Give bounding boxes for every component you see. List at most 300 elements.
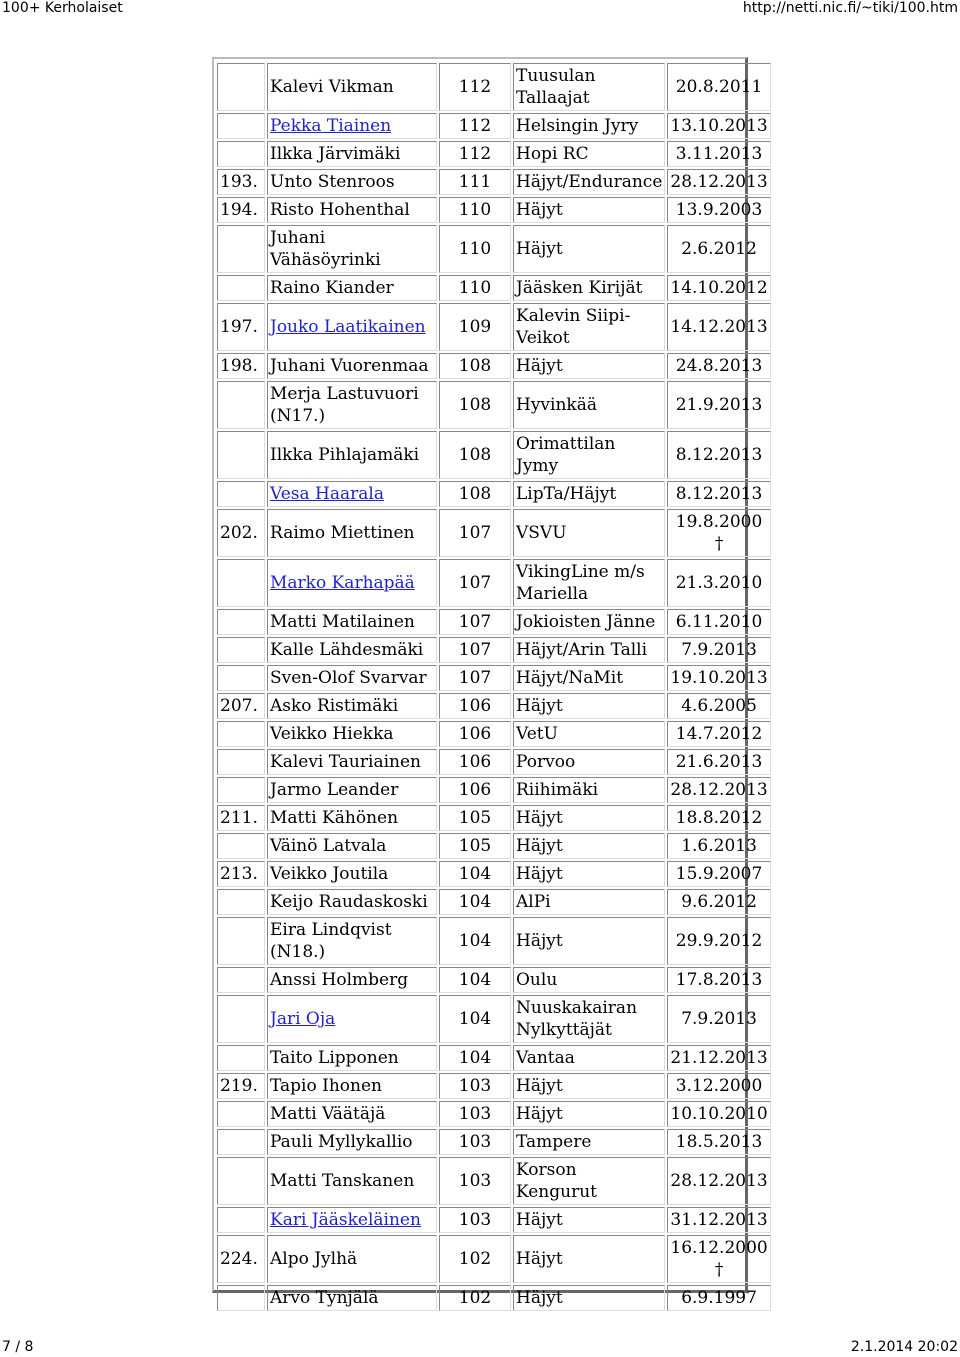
date-cell-text: 21.3.2010 <box>675 573 763 593</box>
name-cell-text: Pauli Myllykallio <box>270 1132 413 1152</box>
name-cell <box>267 481 437 507</box>
club-cell <box>513 721 665 747</box>
name-cell <box>267 917 437 965</box>
club-cell-text: Hyvinkää <box>516 395 597 415</box>
club-cell-text: Häjyt <box>516 1288 563 1308</box>
name-cell-text: Tapio Ihonen <box>270 1076 382 1096</box>
date-cell <box>667 609 770 635</box>
date-cell <box>667 431 770 479</box>
date-cell-text: 24.8.2013 <box>675 356 763 376</box>
name-cell <box>267 805 437 831</box>
count-cell <box>439 559 511 607</box>
club-cell <box>513 559 665 607</box>
name-cell-link[interactable]: Vesa Haarala <box>270 484 384 504</box>
rank-cell-text: 202. <box>220 523 258 543</box>
date-cell-text: 1.6.2013 <box>681 836 757 856</box>
club-cell-text: Jääsken Kirijät <box>516 278 643 298</box>
club-cell-text: Häjyt <box>516 1210 563 1230</box>
date-cell-text: 2.6.2012 <box>681 239 757 259</box>
name-cell <box>267 63 437 111</box>
name-cell <box>267 141 437 167</box>
name-cell <box>267 749 437 775</box>
date-cell <box>667 1101 770 1127</box>
club-cell-text: Häjyt/Arin Talli <box>516 640 648 660</box>
date-cell-text: 21.6.2013 <box>675 752 763 772</box>
name-cell-text: Kalevi Vikman <box>270 77 394 97</box>
club-cell <box>513 303 665 351</box>
date-cell <box>667 63 770 111</box>
name-cell <box>267 225 437 273</box>
club-cell <box>513 917 665 965</box>
count-cell <box>439 917 511 965</box>
rank-cell <box>217 1285 265 1311</box>
club-cell <box>513 431 665 479</box>
name-cell-text: Raino Kiander <box>270 278 394 298</box>
rank-cell <box>217 833 265 859</box>
table-row <box>217 889 771 915</box>
club-cell-text: Häjyt <box>516 836 563 856</box>
count-cell-text: 104 <box>458 1009 492 1029</box>
count-cell <box>439 967 511 993</box>
club-cell-text: Häjyt <box>516 200 563 220</box>
club-cell <box>513 1207 665 1233</box>
count-cell-text: 112 <box>458 144 492 164</box>
date-cell <box>667 225 770 273</box>
date-cell-text: 14.7.2012 <box>675 724 763 744</box>
club-cell <box>513 1157 665 1205</box>
club-cell <box>513 509 665 557</box>
name-cell <box>267 303 437 351</box>
club-cell-text: Häjyt/NaMit <box>516 668 624 688</box>
table-row <box>217 225 771 273</box>
date-cell <box>667 665 770 691</box>
date-cell-text: 7.9.2013 <box>681 640 757 660</box>
name-cell <box>267 889 437 915</box>
name-cell <box>267 637 437 663</box>
count-cell-text: 105 <box>458 836 492 856</box>
rank-cell <box>217 1073 265 1099</box>
table-row <box>217 303 771 351</box>
name-cell-text: Väinö Latvala <box>270 836 387 856</box>
count-cell <box>439 481 511 507</box>
club-cell-text: Kalevin Siipi-Veikot <box>516 306 631 348</box>
count-cell <box>439 1235 511 1283</box>
date-cell-text: 3.12.2000 <box>675 1076 763 1096</box>
club-cell <box>513 225 665 273</box>
rank-cell <box>217 141 265 167</box>
rank-cell <box>217 169 265 195</box>
page-number: 7 / 8 <box>2 1339 34 1355</box>
count-cell-text: 107 <box>458 523 492 543</box>
table-row <box>217 693 771 719</box>
table-row <box>217 1101 771 1127</box>
count-cell-text: 112 <box>458 77 492 97</box>
club-cell <box>513 637 665 663</box>
rank-cell <box>217 1101 265 1127</box>
club-cell <box>513 833 665 859</box>
count-cell <box>439 805 511 831</box>
table-row <box>217 721 771 747</box>
table-row <box>217 113 771 139</box>
count-cell <box>439 749 511 775</box>
date-cell <box>667 509 770 557</box>
date-cell-text: 8.12.2013 <box>675 445 763 465</box>
table-row <box>217 169 771 195</box>
table-row <box>217 1073 771 1099</box>
club-cell <box>513 805 665 831</box>
table-row <box>217 749 771 775</box>
club-cell-text: Häjyt <box>516 696 563 716</box>
name-cell-text: Asko Ristimäki <box>270 696 399 716</box>
name-cell <box>267 1101 437 1127</box>
date-cell-text: 7.9.2013 <box>681 1009 757 1029</box>
table-row <box>217 665 771 691</box>
rank-cell <box>217 917 265 965</box>
table-row <box>217 353 771 379</box>
club-cell-text: VSVU <box>516 523 567 543</box>
name-cell-link[interactable]: Marko Karhapää <box>270 573 415 593</box>
rank-cell <box>217 721 265 747</box>
date-cell <box>667 995 770 1043</box>
date-cell-text: 10.10.2010 <box>670 1104 768 1124</box>
rank-cell <box>217 609 265 635</box>
name-cell-text: Unto Stenroos <box>270 172 395 192</box>
club-cell <box>513 353 665 379</box>
count-cell-text: 109 <box>458 317 492 337</box>
count-cell <box>439 861 511 887</box>
date-cell <box>667 637 770 663</box>
date-cell <box>667 1073 770 1099</box>
count-cell <box>439 141 511 167</box>
count-cell-text: 106 <box>458 752 492 772</box>
club-cell-text: Häjyt/Endurance <box>516 172 663 192</box>
rank-cell <box>217 665 265 691</box>
club-cell <box>513 777 665 803</box>
count-cell <box>439 1101 511 1127</box>
name-cell-text: Matti Matilainen <box>270 612 415 632</box>
count-cell <box>439 889 511 915</box>
count-cell <box>439 509 511 557</box>
rank-cell-text: 211. <box>220 808 258 828</box>
table-row <box>217 275 771 301</box>
count-cell-text: 105 <box>458 808 492 828</box>
count-cell-text: 103 <box>458 1210 492 1230</box>
date-cell <box>667 917 770 965</box>
rank-cell <box>217 805 265 831</box>
name-cell-text: Merja Lastuvuori (N17.) <box>270 384 419 426</box>
club-cell <box>513 197 665 223</box>
count-cell-text: 104 <box>458 931 492 951</box>
date-cell-text: 18.8.2012 <box>675 808 763 828</box>
date-cell-text: 28.12.2013 <box>670 780 768 800</box>
date-cell-text: 6.11.2010 <box>675 612 763 632</box>
count-cell <box>439 693 511 719</box>
count-cell-text: 103 <box>458 1171 492 1191</box>
date-cell <box>667 1045 770 1071</box>
club-cell <box>513 967 665 993</box>
rank-cell <box>217 275 265 301</box>
rank-cell-text: 194. <box>220 200 258 220</box>
name-cell <box>267 1129 437 1155</box>
rank-cell <box>217 481 265 507</box>
count-cell-text: 106 <box>458 780 492 800</box>
rank-cell <box>217 967 265 993</box>
club-cell <box>513 665 665 691</box>
rank-cell-text: 198. <box>220 356 258 376</box>
name-cell <box>267 1207 437 1233</box>
date-cell <box>667 833 770 859</box>
club-cell-text: Oulu <box>516 970 558 990</box>
date-cell <box>667 169 770 195</box>
name-cell <box>267 509 437 557</box>
date-cell-text: 8.12.2013 <box>675 484 763 504</box>
name-cell-text: Arvo Tynjälä <box>270 1288 379 1308</box>
count-cell <box>439 665 511 691</box>
club-cell <box>513 693 665 719</box>
club-cell-text: Hopi RC <box>516 144 589 164</box>
count-cell <box>439 169 511 195</box>
date-cell-text: 15.9.2007 <box>675 864 763 884</box>
rank-cell <box>217 995 265 1043</box>
count-cell-text: 106 <box>458 724 492 744</box>
table-row <box>217 197 771 223</box>
club-cell-text: Korson Kengurut <box>516 1160 597 1202</box>
count-cell <box>439 777 511 803</box>
date-cell <box>667 777 770 803</box>
name-cell <box>267 777 437 803</box>
name-cell <box>267 967 437 993</box>
date-cell <box>667 861 770 887</box>
rank-cell <box>217 1129 265 1155</box>
name-cell-text: Matti Kähönen <box>270 808 399 828</box>
name-cell-text: Ilkka Järvimäki <box>270 144 401 164</box>
club-cell <box>513 749 665 775</box>
name-cell-text: Veikko Hiekka <box>270 724 394 744</box>
count-cell <box>439 1073 511 1099</box>
name-cell-link[interactable]: Kari Jääskeläinen <box>270 1210 421 1230</box>
name-cell <box>267 861 437 887</box>
count-cell <box>439 63 511 111</box>
rank-cell <box>217 1045 265 1071</box>
date-cell <box>667 1285 770 1311</box>
rank-cell <box>217 509 265 557</box>
club-cell-text: Häjyt <box>516 1249 563 1269</box>
count-cell-text: 103 <box>458 1104 492 1124</box>
table-row <box>217 1235 771 1283</box>
name-cell <box>267 275 437 301</box>
name-cell-link[interactable]: Jouko Laatikainen <box>270 317 426 337</box>
club-cell <box>513 1073 665 1099</box>
date-cell-text: 19.10.2013 <box>670 668 768 688</box>
date-cell <box>667 1129 770 1155</box>
club-cell-text: Orimattilan Jymy <box>516 434 616 476</box>
name-cell-text: Matti Tanskanen <box>270 1171 415 1191</box>
name-cell-text: Raimo Miettinen <box>270 523 415 543</box>
count-cell-text: 104 <box>458 970 492 990</box>
club-cell-text: Häjyt <box>516 239 563 259</box>
club-cell-text: Jokioisten Jänne <box>516 612 656 632</box>
rank-cell-text: 224. <box>220 1249 258 1269</box>
name-cell-text: Ilkka Pihlajamäki <box>270 445 420 465</box>
date-cell-text: 13.10.2013 <box>670 116 768 136</box>
count-cell-text: 103 <box>458 1132 492 1152</box>
count-cell <box>439 637 511 663</box>
name-cell <box>267 833 437 859</box>
rank-cell <box>217 113 265 139</box>
count-cell-text: 108 <box>458 395 492 415</box>
count-cell <box>439 303 511 351</box>
name-cell <box>267 169 437 195</box>
name-cell <box>267 1235 437 1283</box>
count-cell <box>439 197 511 223</box>
club-cell <box>513 1129 665 1155</box>
name-cell-text: Sven-Olof Svarvar <box>270 668 427 688</box>
name-cell-text: Risto Hohenthal <box>270 200 410 220</box>
date-cell <box>667 1235 770 1283</box>
date-cell-text: 28.12.2013 <box>670 172 768 192</box>
date-cell <box>667 275 770 301</box>
name-cell <box>267 1073 437 1099</box>
table-row <box>217 1157 771 1205</box>
club-cell-text: Tuusulan Tallaajat <box>516 66 596 108</box>
name-cell-link[interactable]: Pekka Tiainen <box>270 116 392 136</box>
date-cell-text: 21.12.2013 <box>670 1048 768 1068</box>
count-cell-text: 102 <box>458 1249 492 1269</box>
count-cell <box>439 1129 511 1155</box>
date-cell <box>667 381 770 429</box>
date-cell <box>667 967 770 993</box>
rank-cell <box>217 777 265 803</box>
club-cell <box>513 1285 665 1311</box>
count-cell-text: 104 <box>458 892 492 912</box>
print-timestamp: 2.1.2014 20:02 <box>850 1339 958 1355</box>
count-cell-text: 110 <box>458 200 492 220</box>
date-cell-text: 6.9.1997 <box>681 1288 757 1308</box>
count-cell-text: 106 <box>458 696 492 716</box>
count-cell-text: 108 <box>458 356 492 376</box>
name-cell-link[interactable]: Jari Oja <box>270 1009 336 1029</box>
table-row <box>217 141 771 167</box>
table-row <box>217 777 771 803</box>
name-cell-text: Kalevi Tauriainen <box>270 752 421 772</box>
table-row <box>217 1129 771 1155</box>
date-cell <box>667 1157 770 1205</box>
count-cell-text: 102 <box>458 1288 492 1308</box>
name-cell <box>267 113 437 139</box>
name-cell-text: Keijo Raudaskoski <box>270 892 428 912</box>
date-cell-text: 21.9.2013 <box>675 395 763 415</box>
name-cell-text: Veikko Joutila <box>270 864 389 884</box>
club-cell <box>513 861 665 887</box>
table-row <box>217 509 771 557</box>
rank-cell <box>217 1157 265 1205</box>
count-cell <box>439 225 511 273</box>
name-cell-text: Kalle Lähdesmäki <box>270 640 424 660</box>
rank-cell <box>217 637 265 663</box>
count-cell <box>439 381 511 429</box>
count-cell <box>439 353 511 379</box>
name-cell-text: Matti Väätäjä <box>270 1104 386 1124</box>
rank-cell <box>217 889 265 915</box>
count-cell-text: 107 <box>458 573 492 593</box>
name-cell <box>267 1045 437 1071</box>
rank-cell <box>217 225 265 273</box>
name-cell <box>267 721 437 747</box>
count-cell-text: 107 <box>458 640 492 660</box>
date-cell <box>667 113 770 139</box>
count-cell <box>439 1045 511 1071</box>
table-row <box>217 63 771 111</box>
name-cell <box>267 665 437 691</box>
date-cell <box>667 805 770 831</box>
club-cell-text: Helsingin Jyry <box>516 116 639 136</box>
date-cell-text: 28.12.2013 <box>670 1171 768 1191</box>
club-cell-text: Häjyt <box>516 1104 563 1124</box>
table-row <box>217 609 771 635</box>
date-cell <box>667 721 770 747</box>
club-cell-text: Häjyt <box>516 931 563 951</box>
count-cell-text: 112 <box>458 116 492 136</box>
rank-cell-text: 197. <box>220 317 258 337</box>
date-cell-text: 20.8.2011 <box>675 77 763 97</box>
rank-cell <box>217 63 265 111</box>
date-cell-text: 14.12.2013 <box>670 317 768 337</box>
table-row <box>217 995 771 1043</box>
club-cell-text: VikingLine m/s Mariella <box>516 562 645 604</box>
table-row <box>217 805 771 831</box>
club-cell <box>513 1045 665 1071</box>
page-title: 100+ Kerholaiset <box>2 0 123 16</box>
date-cell-text: 19.8.2000 † <box>675 512 763 554</box>
name-cell <box>267 995 437 1043</box>
club-cell <box>513 1235 665 1283</box>
date-cell-text: 3.11.2013 <box>675 144 763 164</box>
count-cell <box>439 1157 511 1205</box>
rank-cell <box>217 693 265 719</box>
date-cell-text: 31.12.2013 <box>670 1210 768 1230</box>
date-cell <box>667 889 770 915</box>
table-row <box>217 637 771 663</box>
date-cell-text: 18.5.2013 <box>675 1132 763 1152</box>
table-row <box>217 967 771 993</box>
rank-cell-text: 219. <box>220 1076 258 1096</box>
table-row <box>217 917 771 965</box>
count-cell-text: 108 <box>458 484 492 504</box>
table-row <box>217 1045 771 1071</box>
name-cell <box>267 693 437 719</box>
page-url: http://netti.nic.fi/~tiki/100.htm <box>742 0 958 16</box>
club-cell-text: Riihimäki <box>516 780 599 800</box>
count-cell <box>439 609 511 635</box>
club-cell-text: LipTa/Häjyt <box>516 484 617 504</box>
date-cell-text: 29.9.2012 <box>675 931 763 951</box>
count-cell <box>439 113 511 139</box>
club-cell <box>513 481 665 507</box>
club-cell <box>513 63 665 111</box>
date-cell <box>667 1207 770 1233</box>
rank-cell <box>217 559 265 607</box>
count-cell <box>439 721 511 747</box>
date-cell <box>667 559 770 607</box>
date-cell <box>667 693 770 719</box>
club-cell <box>513 275 665 301</box>
name-cell-text: Juhani Vuorenmaa <box>270 356 429 376</box>
name-cell <box>267 381 437 429</box>
count-cell-text: 108 <box>458 445 492 465</box>
table-row <box>217 1207 771 1233</box>
club-cell-text: Häjyt <box>516 864 563 884</box>
name-cell-text: Anssi Holmberg <box>270 970 409 990</box>
